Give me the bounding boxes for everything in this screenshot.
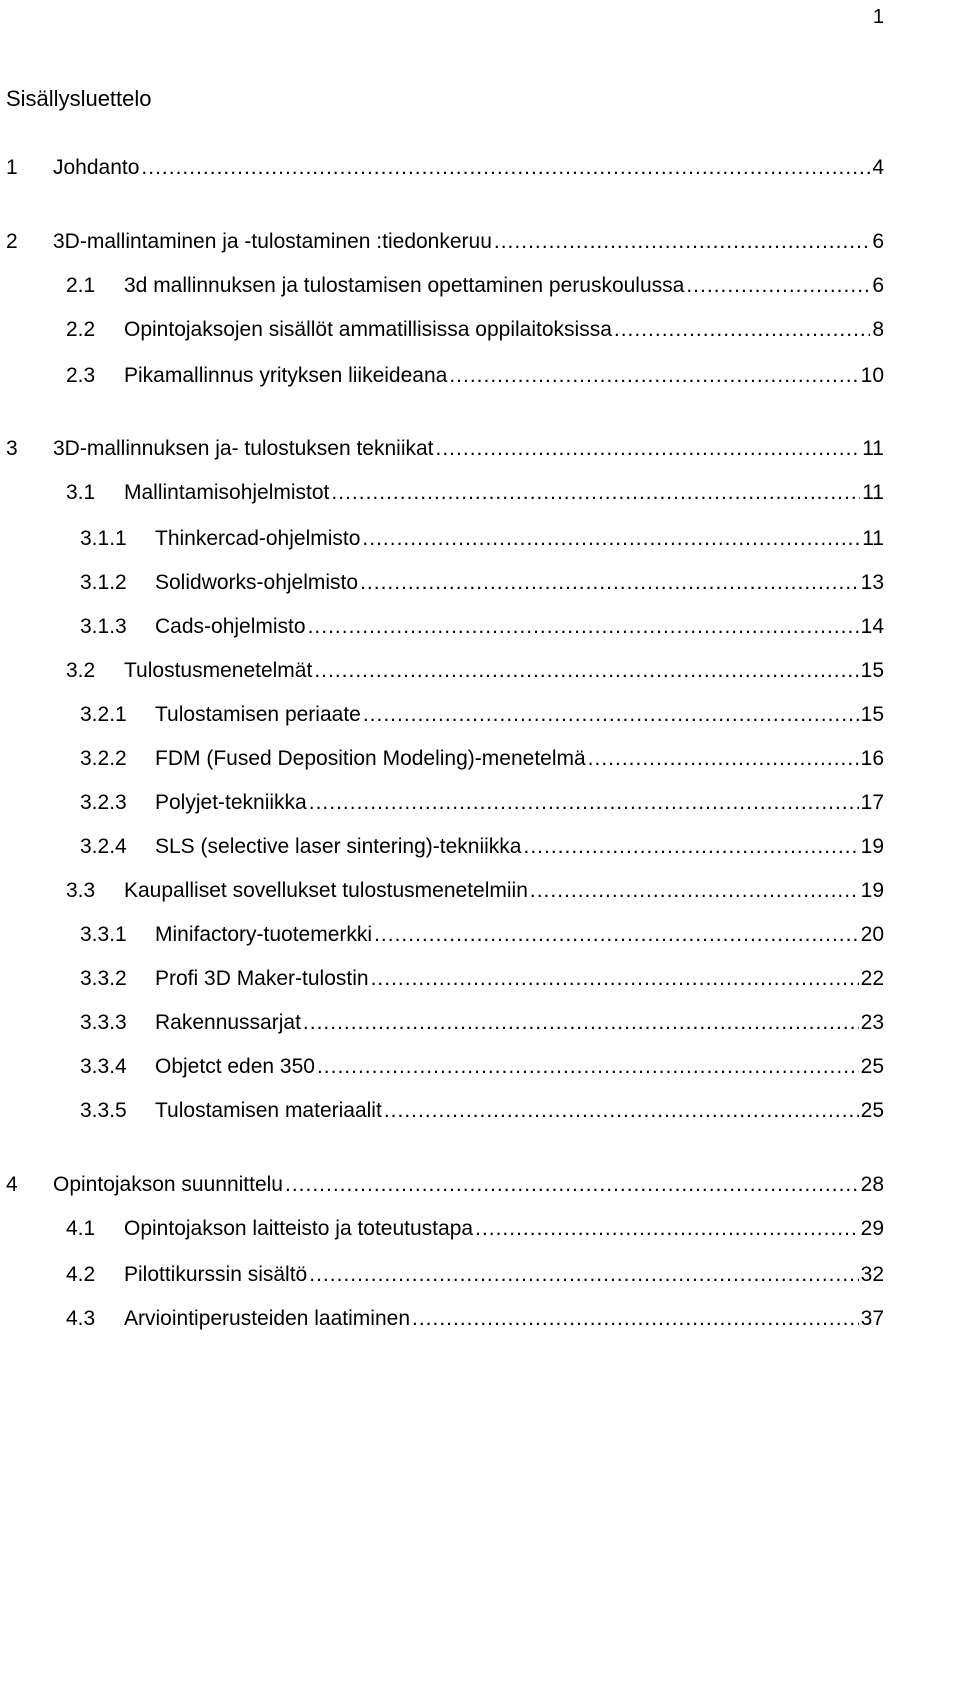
toc-entry-title: Objetct eden 350: [155, 1055, 315, 1078]
dot-leader: [412, 1306, 859, 1332]
toc-entry-page: 16: [860, 747, 884, 770]
dot-leader: [141, 155, 870, 181]
toc-entry[interactable]: [6, 229, 884, 255]
toc-entry-title: Polyjet-tekniikka: [155, 791, 307, 814]
toc-entry-number: 3.2.2: [80, 747, 127, 770]
dot-leader: [314, 658, 858, 684]
dot-leader: [285, 1172, 859, 1198]
toc-entry[interactable]: [80, 966, 884, 992]
toc-entry-title: Rakennussarjat: [155, 1011, 301, 1034]
toc-entry-title: Pikamallinnus yrityksen liikeideana: [124, 364, 448, 387]
toc-entry[interactable]: [66, 1262, 884, 1288]
toc-entry-number: 2.1: [66, 274, 96, 297]
toc-entry-title: Mallintamisohjelmistot: [124, 481, 330, 504]
dot-leader: [449, 363, 858, 389]
toc-entry-page: 11: [862, 527, 884, 550]
toc-entry[interactable]: [80, 570, 884, 596]
toc-entry-number: 3.1.2: [80, 571, 127, 594]
toc-entry[interactable]: [80, 790, 884, 816]
toc-entry-title: Minifactory-tuotemerkki: [155, 923, 373, 946]
toc-entry[interactable]: [6, 436, 884, 462]
toc-entry[interactable]: [66, 878, 884, 904]
toc-entry-title: Tulostusmenetelmät: [124, 659, 313, 682]
toc-entry-title: SLS (selective laser sintering)-tekniikka: [155, 835, 522, 858]
toc-entry-number: 3: [6, 437, 18, 460]
dot-leader: [360, 570, 859, 596]
dot-leader: [686, 273, 870, 299]
toc-title: Sisällysluettelo: [6, 86, 152, 111]
toc-entry-title: 3D-mallinnuksen ja- tulostuksen tekniikat: [53, 437, 434, 460]
toc-entry-number: 3.2: [66, 659, 96, 682]
dot-leader: [374, 922, 859, 948]
toc-entry-number: 2: [6, 230, 18, 253]
toc-entry-page: 11: [862, 481, 884, 504]
dot-leader: [371, 966, 859, 992]
toc-entry-title: Pilottikurssin sisältö: [124, 1263, 308, 1286]
dot-leader: [523, 834, 858, 860]
page-number: 1: [872, 6, 884, 28]
toc-entry-title: Cads-ohjelmisto: [155, 615, 306, 638]
toc-entry-page: 15: [860, 703, 884, 726]
toc-entry-number: 3.3.3: [80, 1011, 127, 1034]
toc-entry-page: 19: [860, 879, 884, 902]
toc-entry-page: 25: [860, 1099, 884, 1122]
toc-entry-page: 6: [872, 274, 884, 297]
toc-entry-number: 3.3.5: [80, 1099, 127, 1122]
toc-entry[interactable]: [80, 1098, 884, 1124]
toc-entry-number: 3.1.3: [80, 615, 127, 638]
toc-entry-page: 23: [860, 1011, 884, 1034]
toc-entry[interactable]: [80, 922, 884, 948]
toc-entry[interactable]: [66, 363, 884, 389]
dot-leader: [362, 526, 860, 552]
toc-entry-number: 3.1: [66, 481, 96, 504]
toc-entry-title: Opintojaksojen sisällöt ammatillisissa oppilaitoksissa: [124, 318, 612, 341]
toc-entry-title: Opintojakson laitteisto ja toteutustapa: [124, 1217, 474, 1240]
toc-entry-page: 22: [860, 967, 884, 990]
toc-entry-number: 2.3: [66, 364, 96, 387]
toc-entry-title: Johdanto: [53, 156, 140, 179]
toc-entry[interactable]: [66, 1306, 884, 1332]
toc-entry[interactable]: [6, 1172, 884, 1198]
toc-entry-number: 3.3.4: [80, 1055, 127, 1078]
toc-entry-number: 3.1.1: [80, 527, 127, 550]
toc-entry-number: 1: [6, 156, 18, 179]
toc-entry-number: 4.1: [66, 1217, 96, 1240]
toc-entry-page: 13: [860, 571, 884, 594]
toc-entry-title: Tulostamisen periaate: [155, 703, 361, 726]
toc-entry-number: 3.3: [66, 879, 96, 902]
dot-leader: [494, 229, 870, 255]
toc-entry-page: 15: [860, 659, 884, 682]
dot-leader: [309, 1262, 858, 1288]
toc-entry-title: Opintojakson suunnittelu: [53, 1173, 283, 1196]
toc-entry-number: 4.2: [66, 1263, 96, 1286]
toc-entry-title: Thinkercad-ohjelmisto: [155, 527, 361, 550]
toc-entry[interactable]: [66, 317, 884, 343]
dot-leader: [303, 1010, 859, 1036]
toc-entry-title: Tulostamisen materiaalit: [155, 1099, 382, 1122]
toc-entry-page: 4: [872, 156, 884, 179]
toc-entry-number: 4.3: [66, 1307, 96, 1330]
dot-leader: [475, 1216, 859, 1242]
toc-entry-title: Solidworks-ohjelmisto: [155, 571, 359, 594]
toc-entry[interactable]: [66, 480, 884, 506]
toc-entry[interactable]: [80, 746, 884, 772]
toc-entry-title: Arviointiperusteiden laatiminen: [124, 1307, 410, 1330]
dot-leader: [530, 878, 859, 904]
toc-entry-page: 37: [860, 1307, 884, 1330]
dot-leader: [588, 746, 859, 772]
toc-entry-title: Profi 3D Maker-tulostin: [155, 967, 369, 990]
toc-entry-page: 25: [860, 1055, 884, 1078]
toc-entry-page: 20: [860, 923, 884, 946]
toc-entry-title: 3D-mallintaminen ja -tulostaminen :tiedonkeruu: [53, 230, 492, 253]
toc-entry-page: 11: [862, 437, 884, 460]
toc-entry-page: 32: [860, 1263, 884, 1286]
toc-entry-number: 3.3.2: [80, 967, 127, 990]
dot-leader: [614, 317, 870, 343]
toc-entry[interactable]: [66, 658, 884, 684]
toc-entry[interactable]: [80, 614, 884, 640]
dot-leader: [436, 436, 861, 462]
toc-entry[interactable]: [80, 526, 884, 552]
toc-entry-page: 14: [860, 615, 884, 638]
toc-entry[interactable]: [80, 1010, 884, 1036]
dot-leader: [317, 1054, 859, 1080]
toc-entry-page: 6: [872, 230, 884, 253]
toc-entry-page: 17: [860, 791, 884, 814]
toc-entry[interactable]: [66, 1216, 884, 1242]
toc-entry-number: 3.3.1: [80, 923, 127, 946]
toc-entry-number: 3.2.1: [80, 703, 127, 726]
dot-leader: [308, 614, 859, 640]
toc-entry[interactable]: [80, 702, 884, 728]
toc-entry[interactable]: [80, 1054, 884, 1080]
toc-entry-title: Kaupalliset sovellukset tulostusmenetelmiin: [124, 879, 528, 902]
toc-entry-number: 3.2.3: [80, 791, 127, 814]
toc-entry-number: 4: [6, 1173, 18, 1196]
toc-entry-number: 2.2: [66, 318, 96, 341]
toc-entry-page: 19: [860, 835, 884, 858]
dot-leader: [309, 790, 859, 816]
toc-entry-number: 3.2.4: [80, 835, 127, 858]
toc-entry[interactable]: [80, 834, 884, 860]
toc-entry[interactable]: [6, 155, 884, 181]
dot-leader: [384, 1098, 859, 1124]
toc-entry-page: 8: [872, 318, 884, 341]
dot-leader: [363, 702, 859, 728]
dot-leader: [331, 480, 860, 506]
toc-entry-page: 28: [860, 1173, 884, 1196]
toc-entry-page: 29: [860, 1217, 884, 1240]
toc-entry-page: 10: [860, 364, 884, 387]
toc-entry-title: 3d mallinnuksen ja tulostamisen opettaminen peruskoulussa: [124, 274, 685, 297]
toc-entry[interactable]: [66, 273, 884, 299]
toc-entry-title: FDM (Fused Deposition Modeling)-menetelmä: [155, 747, 586, 770]
